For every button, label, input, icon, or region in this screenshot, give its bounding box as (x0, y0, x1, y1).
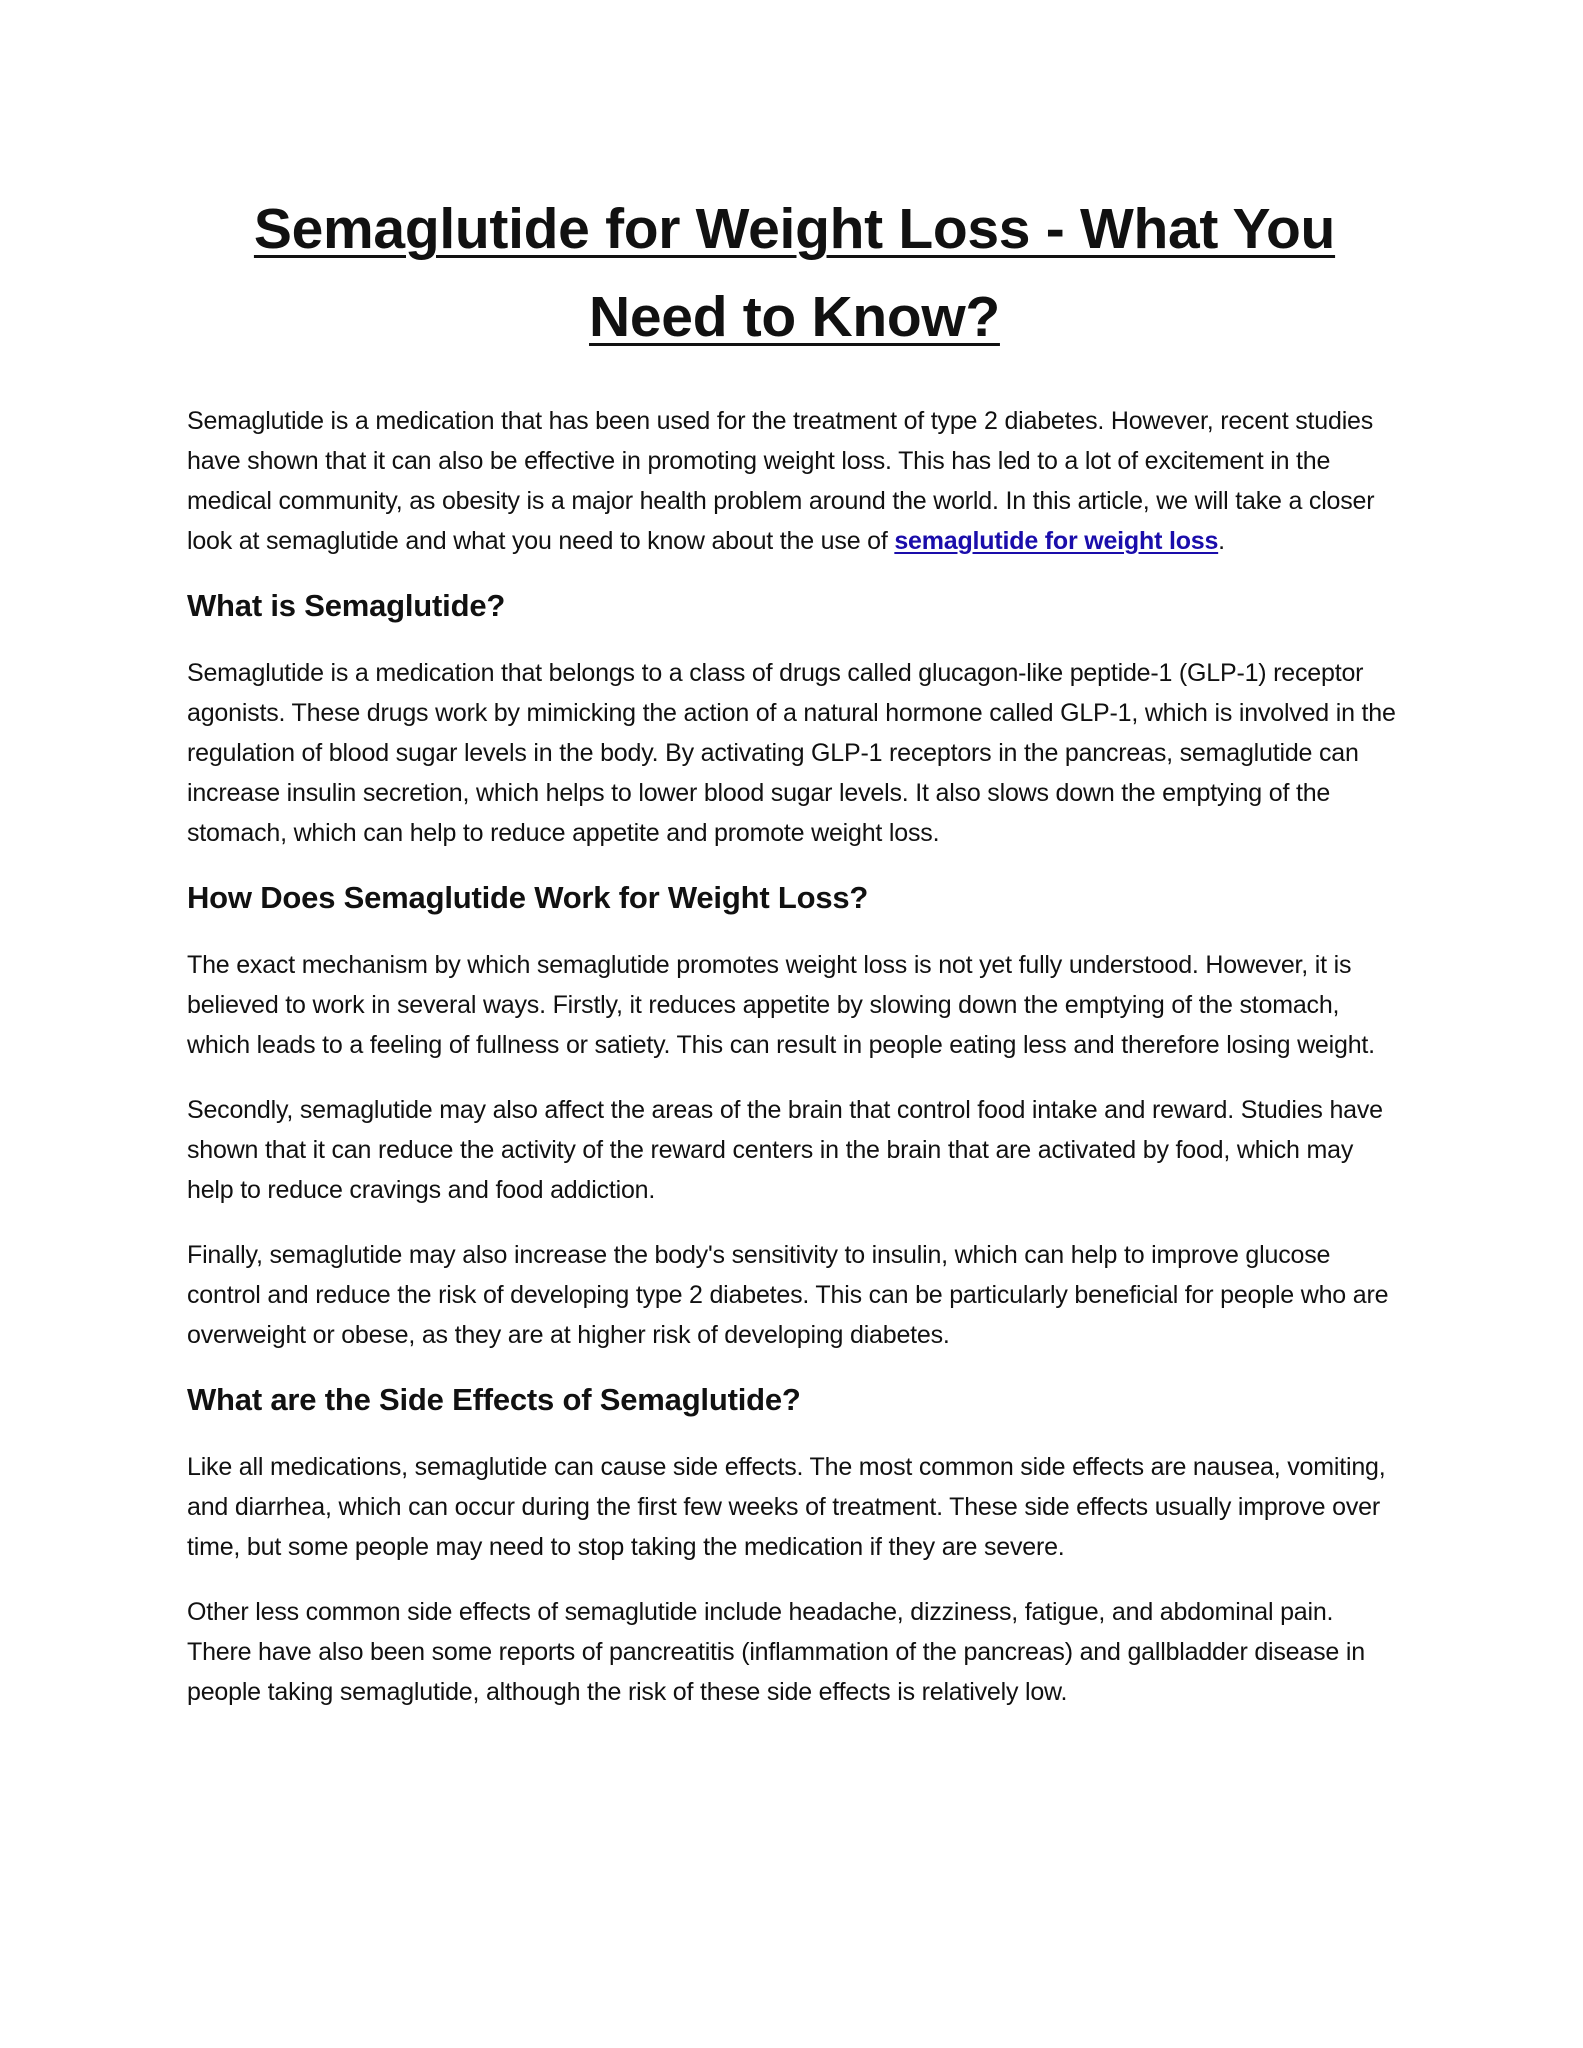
semaglutide-weight-loss-link[interactable]: semaglutide for weight loss (894, 527, 1219, 555)
document-page (187, 185, 1402, 1737)
section-paragraph: Other less common side effects of semaglutide include headache, dizziness, fatigue, and abdominal pain. There have also been some reports of pancreatitis (inflammation of the pancreas) and gallbladder disease in people taking semaglutide, although the risk of these side effects is relatively low. (187, 1598, 1365, 1706)
section-paragraph: Secondly, semaglutide may also affect the areas of the brain that control food intake and reward. Studies have shown that it can reduce the activity of the reward centers in the brain that are activated by food, which may help to reduce cravings and food addiction. (187, 1096, 1383, 1204)
section-heading-what-is: What is Semaglutide? (187, 588, 506, 623)
intro-paragraph (187, 401, 1402, 561)
intro-text-end: . (1218, 527, 1225, 555)
section-paragraph: Semaglutide is a medication that belongs to a class of drugs called glucagon-like peptide-1 (GLP-1) receptor agonists. These drugs work by mimicking the action of a natural hormone called GLP-1, which is involved in the regulation of blood sugar levels in the body. By activating GLP-1 receptors in the pancreas, semaglutide can increase insulin secretion, which helps to lower blood sugar levels. It also slows down the emptying of the stomach, which can help to reduce appetite and promote weight loss. (187, 659, 1396, 847)
section-paragraph: Like all medications, semaglutide can cause side effects. The most common side effects are nausea, vomiting, and diarrhea, which can occur during the first few weeks of treatment. These side effects usually improve over time, but some people may need to stop taking the medication if they are severe. (187, 1453, 1386, 1561)
section-paragraph: Finally, semaglutide may also increase the body's sensitivity to insulin, which can help to improve glucose control and reduce the risk of developing type 2 diabetes. This can be particularly beneficial for people who are overweight or obese, as they are at higher risk of developing diabetes. (187, 1241, 1389, 1349)
section-heading-how-does: How Does Semaglutide Work for Weight Loss? (187, 880, 869, 915)
section-paragraph: The exact mechanism by which semaglutide promotes weight loss is not yet fully understood. However, it is believed to work in several ways. Firstly, it reduces appetite by slowing down the emptying of the stomach, which leads to a feeling of fullness or satiety. This can result in people eating less and therefore losing weight. (187, 951, 1375, 1059)
page-title: Semaglutide for Weight Loss - What You Need to Know? (253, 197, 1336, 349)
section-heading-side-effects: What are the Side Effects of Semaglutide? (187, 1382, 801, 1417)
intro-text: Semaglutide is a medication that has been used for the treatment of type 2 diabetes. However, recent studies have shown that it can also be effective in promoting weight loss. This has led to a lot of excitement in the medical community, as obesity is a major health problem around the world. In this article, we will take a closer look at semaglutide and what you need to know about the use of (187, 407, 1375, 555)
